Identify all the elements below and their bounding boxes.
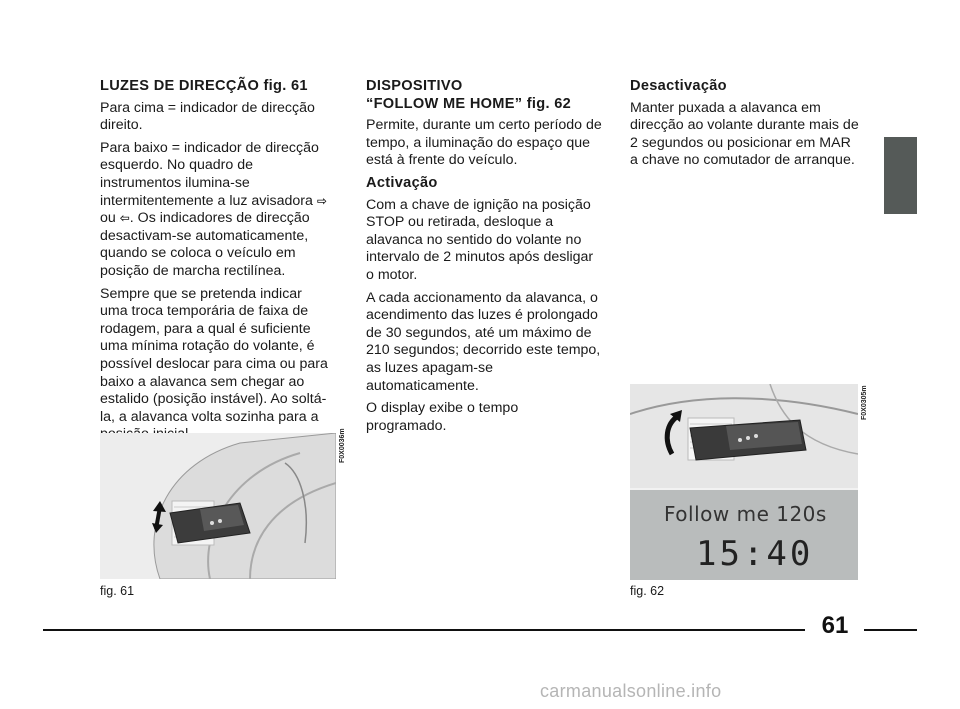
footer-rule-left <box>43 629 805 631</box>
chapter-tab-marker <box>884 137 917 214</box>
paragraph-extension: A cada accionamento da alavanca, o acendimento das luzes é prolongado de 30 segundos, até um máximo de 210 segundos; decorrido este tempo, as luzes apagam-se automaticamente. <box>366 289 601 394</box>
paragraph-down: Para baixo = indicador de direcção esquerdo. No quadro de instrumentos ilumina-se intermitentemente a luz avisadora ⇨ ou ⇦. Os indicadores de direcção desactivam-se automaticamente, quando se coloca o veículo em posição de marcha rectilínea. <box>100 139 327 279</box>
figure-62-follow-me-display <box>630 384 858 580</box>
column-turn-signals <box>100 78 332 449</box>
figure-62-caption: fig. 62 <box>630 584 665 598</box>
column-deactivation <box>630 78 862 175</box>
footer-rule-right <box>864 629 917 631</box>
stalk-drawing <box>100 433 336 579</box>
subheading-activation: Activação <box>366 174 438 191</box>
watermark-text: carmanualsonline.info <box>540 681 722 701</box>
column-follow-me-home <box>366 78 602 440</box>
right-arrow-icon: ⇨ <box>316 193 327 208</box>
page-number: 61 <box>821 612 849 639</box>
figure-62-code: F0X0305m <box>861 385 868 420</box>
section-heading-turn-signals: LUZES DE DIRECÇÃO fig. 61 <box>100 78 308 94</box>
lcd-clock-text: 15:40 <box>696 534 814 574</box>
paragraph-display: O display exibe o tempo programado. <box>366 400 519 434</box>
lcd-display <box>630 488 858 580</box>
paragraph-lane-change: Sempre que se pretenda indicar uma troca temporária de faixa de rodagem, para a qual é suficiente uma mínima rotação do volante, é possível deslocar para cima ou para baixo a alavanca sem chegar ao estalido (posição instável). Ao soltá-la, a alavanca volta sozinha para a <box>100 285 328 425</box>
left-arrow-icon: ⇦ <box>119 211 130 226</box>
figure-61-stalk-illustration <box>100 433 336 579</box>
figure-61-code: F0X0036m <box>339 428 346 463</box>
lcd-follow-me-text: Follow me 120s <box>664 502 827 526</box>
paragraph-deactivation: Manter puxada a alavanca em direcção ao volante durante mais de 2 segundos ou posicionar em MAR a chave no comutador de arranque. <box>630 99 859 169</box>
paragraph-activation: Com a chave de ignição na posição STOP ou retirada, desloque a alavanca no sentido do volante no intervalo de 2 minutos após desligar o motor. <box>366 196 594 283</box>
subheading-deactivation: Desactivação <box>630 78 727 94</box>
paragraph-up: Para cima = indicador de direcção direito. <box>100 99 315 134</box>
paragraph-intro: Permite, durante um certo período de tempo, a iluminação do espaço que está à frente do veículo. <box>366 117 602 169</box>
section-heading-follow-me-home: DISPOSITIVO “FOLLOW ME HOME” fig. 62 <box>366 78 572 112</box>
figure-61-caption: fig. 61 <box>100 584 135 598</box>
stalk-drawing-62 <box>630 384 858 488</box>
